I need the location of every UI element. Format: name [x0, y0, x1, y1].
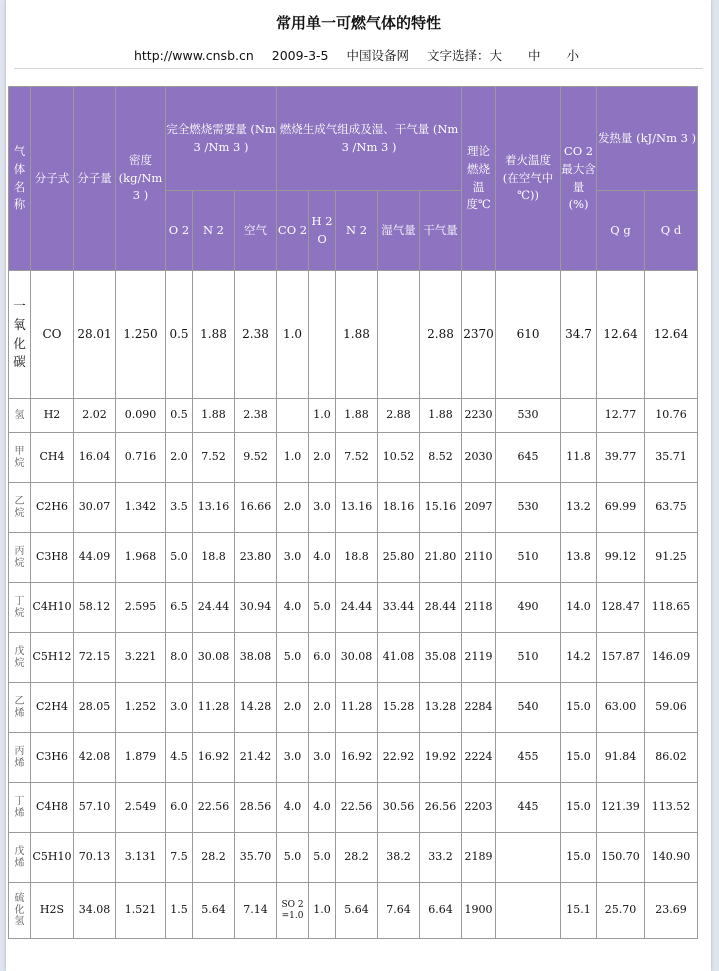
- publish-date: 2009-3-5: [271, 48, 329, 63]
- table-cell: 2110: [462, 533, 496, 583]
- table-cell: 10.76: [645, 399, 698, 433]
- table-cell: 30.08: [336, 633, 378, 683]
- table-cell: 13.2: [561, 483, 597, 533]
- table-cell: 69.99: [597, 483, 645, 533]
- font-size-medium-link[interactable]: 中: [528, 48, 541, 63]
- font-size-small-link[interactable]: 小: [566, 48, 580, 63]
- table-cell: 1900: [462, 883, 496, 939]
- table-cell: 2203: [462, 783, 496, 833]
- page-title: 常用单一可燃气体的特性: [275, 14, 441, 32]
- table-cell: 3.0: [277, 533, 309, 583]
- table-cell: 15.1: [561, 883, 597, 939]
- table-cell: 91.25: [645, 533, 698, 583]
- table-cell: 1.5: [166, 883, 193, 939]
- table-cell: 128.47: [597, 583, 645, 633]
- gas-name-cell: 硫化氢: [9, 883, 31, 939]
- table-cell: 13.8: [561, 533, 597, 583]
- table-cell: 44.09: [74, 533, 116, 583]
- table-cell: 12.64: [597, 271, 645, 399]
- col-qg: Q g: [597, 191, 645, 271]
- header-row: [9, 87, 698, 191]
- table-cell: 14.28: [235, 683, 277, 733]
- col-density: 密度 (kg/Nm 3 ): [116, 87, 166, 271]
- table-cell: 30.08: [193, 633, 235, 683]
- table-row: [9, 433, 698, 483]
- table-cell: 6.64: [420, 883, 462, 939]
- table-cell: 490: [496, 583, 561, 633]
- table-cell: 0.090: [116, 399, 166, 433]
- gas-name-cell: 氢: [9, 399, 31, 433]
- col-dry-gas: 干气量: [420, 191, 462, 271]
- table-cell: C5H10: [31, 833, 74, 883]
- table-cell: 18.8: [193, 533, 235, 583]
- table-cell: 530: [496, 483, 561, 533]
- table-cell: 610: [496, 271, 561, 399]
- gas-name-cell: 丁烯: [9, 783, 31, 833]
- col-theory-temp: 理论燃烧温度℃: [462, 87, 496, 271]
- table-cell: 6.0: [166, 783, 193, 833]
- table-cell: 118.65: [645, 583, 698, 633]
- table-cell: 2.38: [235, 271, 277, 399]
- table-cell: H2: [31, 399, 74, 433]
- gas-name-cell: 乙烷: [9, 483, 31, 533]
- table-cell: 4.0: [309, 533, 336, 583]
- table-cell: 510: [496, 633, 561, 683]
- table-cell: 540: [496, 683, 561, 733]
- table-row: [9, 271, 698, 399]
- table-cell: 2.0: [309, 683, 336, 733]
- table-cell: 34.7: [561, 271, 597, 399]
- table-cell: 455: [496, 733, 561, 783]
- table-row: [9, 533, 698, 583]
- table-cell: 2230: [462, 399, 496, 433]
- table-cell: CO: [31, 271, 74, 399]
- table-cell: 59.06: [645, 683, 698, 733]
- gas-name-cell: 一氧化碳: [9, 271, 31, 399]
- col-ignition-temp: 着火温度 (在空气中 ℃)): [496, 87, 561, 271]
- table-cell: 24.44: [193, 583, 235, 633]
- table-cell: 0.5: [166, 271, 193, 399]
- table-cell: 2.02: [74, 399, 116, 433]
- table-cell: 26.56: [420, 783, 462, 833]
- table-cell: 146.09: [645, 633, 698, 683]
- col-h2o: H 2 O: [309, 191, 336, 271]
- table-cell: 1.0: [277, 271, 309, 399]
- table-cell: 1.879: [116, 733, 166, 783]
- table-cell: 23.69: [645, 883, 698, 939]
- table-cell: 5.0: [277, 633, 309, 683]
- table-cell: 3.0: [166, 683, 193, 733]
- table-cell: 13.16: [336, 483, 378, 533]
- table-cell: C5H12: [31, 633, 74, 683]
- table-cell: 7.52: [336, 433, 378, 483]
- table-cell: 150.70: [597, 833, 645, 883]
- table-cell: 11.8: [561, 433, 597, 483]
- table-cell: 72.15: [74, 633, 116, 683]
- table-cell: 14.2: [561, 633, 597, 683]
- table-cell: 70.13: [74, 833, 116, 883]
- table-cell: 30.56: [378, 783, 420, 833]
- table-body: [9, 271, 698, 939]
- table-cell: 28.2: [336, 833, 378, 883]
- table-cell: 99.12: [597, 533, 645, 583]
- table-cell: 15.0: [561, 833, 597, 883]
- table-cell: 5.0: [309, 583, 336, 633]
- table-cell: 12.77: [597, 399, 645, 433]
- table-cell: H2S: [31, 883, 74, 939]
- table-cell: C4H8: [31, 783, 74, 833]
- table-cell: 13.28: [420, 683, 462, 733]
- table-cell: 2119: [462, 633, 496, 683]
- table-cell: 30.94: [235, 583, 277, 633]
- gas-name-cell: 丙烯: [9, 733, 31, 783]
- table-cell: 530: [496, 399, 561, 433]
- table-cell: 38.2: [378, 833, 420, 883]
- col-wet-gas: 湿气量: [378, 191, 420, 271]
- table-cell: 1.0: [309, 399, 336, 433]
- table-cell: 2.88: [378, 399, 420, 433]
- table-cell: 4.0: [309, 783, 336, 833]
- table-cell: 6.0: [309, 633, 336, 683]
- table-cell: 1.521: [116, 883, 166, 939]
- table-row: [9, 583, 698, 633]
- table-cell: 23.80: [235, 533, 277, 583]
- table-cell: 13.16: [193, 483, 235, 533]
- table-cell: 42.08: [74, 733, 116, 783]
- table-cell: 3.221: [116, 633, 166, 683]
- table-cell: 16.66: [235, 483, 277, 533]
- col-full-combustion: 完全燃烧需要量 (Nm 3 /Nm 3 ): [166, 87, 277, 191]
- table-cell: 63.75: [645, 483, 698, 533]
- table-cell: 445: [496, 783, 561, 833]
- table-cell: 28.01: [74, 271, 116, 399]
- table-cell: 34.08: [74, 883, 116, 939]
- table-cell: 41.08: [378, 633, 420, 683]
- table-cell: CH4: [31, 433, 74, 483]
- table-cell: 15.0: [561, 683, 597, 733]
- table-cell: 2.0: [277, 483, 309, 533]
- table-cell: 33.44: [378, 583, 420, 633]
- gas-name-cell: 乙烯: [9, 683, 31, 733]
- table-cell: 1.0: [309, 883, 336, 939]
- table-row: [9, 633, 698, 683]
- table-cell: 1.88: [193, 271, 235, 399]
- table-cell: 3.0: [277, 733, 309, 783]
- table-row: [9, 399, 698, 433]
- table-cell: 5.64: [193, 883, 235, 939]
- table-cell: 2.0: [309, 433, 336, 483]
- table-cell: 39.77: [597, 433, 645, 483]
- table-cell: 7.64: [378, 883, 420, 939]
- table-cell: 16.92: [336, 733, 378, 783]
- table-cell: 7.52: [193, 433, 235, 483]
- table-cell: 91.84: [597, 733, 645, 783]
- divider: [14, 68, 703, 69]
- table-cell: 22.56: [336, 783, 378, 833]
- source-name: 中国设备网: [346, 48, 410, 63]
- table-cell: 1.88: [336, 399, 378, 433]
- table-cell: [561, 399, 597, 433]
- col-air: 空气: [235, 191, 277, 271]
- table-cell: 1.250: [116, 271, 166, 399]
- font-size-label: 文字选择：: [427, 48, 490, 63]
- table-cell: 21.42: [235, 733, 277, 783]
- table-row: [9, 783, 698, 833]
- table-cell: 0.716: [116, 433, 166, 483]
- table-cell: 15.0: [561, 733, 597, 783]
- table-cell: 2118: [462, 583, 496, 633]
- table-cell: 3.0: [309, 733, 336, 783]
- gas-name-cell: 丙烷: [9, 533, 31, 583]
- table-cell: 2097: [462, 483, 496, 533]
- table-cell: 7.5: [166, 833, 193, 883]
- table-cell: [277, 399, 309, 433]
- table-cell: 5.64: [336, 883, 378, 939]
- gas-properties-table: [8, 86, 698, 939]
- table-cell: 2.38: [235, 399, 277, 433]
- table-cell: 15.28: [378, 683, 420, 733]
- table-cell: 35.08: [420, 633, 462, 683]
- table-row: [9, 733, 698, 783]
- table-cell: [309, 271, 336, 399]
- col-qd: Q d: [645, 191, 698, 271]
- table-cell: 0.5: [166, 399, 193, 433]
- gas-name-cell: 甲烷: [9, 433, 31, 483]
- table-cell: 2.88: [420, 271, 462, 399]
- table-cell: 1.88: [193, 399, 235, 433]
- table-cell: 11.28: [193, 683, 235, 733]
- table-cell: 4.0: [277, 583, 309, 633]
- table-cell: 25.80: [378, 533, 420, 583]
- table-cell: 1.88: [336, 271, 378, 399]
- table-cell: 1.968: [116, 533, 166, 583]
- table-row: [9, 833, 698, 883]
- site-link[interactable]: http://www.cnsb.cn: [133, 48, 254, 63]
- table-cell: 11.28: [336, 683, 378, 733]
- table-cell: 4.0: [277, 783, 309, 833]
- table-cell: 645: [496, 433, 561, 483]
- col-gas-name: 气体名称: [9, 87, 31, 271]
- col-heat-value: 发热量 (kJ/Nm 3 ): [597, 87, 698, 191]
- table-cell: 30.07: [74, 483, 116, 533]
- table-cell: 63.00: [597, 683, 645, 733]
- table-cell: 22.92: [378, 733, 420, 783]
- gas-name-cell: 戊烷: [9, 633, 31, 683]
- col-formula: 分子式: [31, 87, 74, 271]
- col-co2: CO 2: [277, 191, 309, 271]
- table-cell: 18.8: [336, 533, 378, 583]
- col-o2: O 2: [166, 191, 193, 271]
- table-cell: 1.88: [420, 399, 462, 433]
- table-cell: 14.0: [561, 583, 597, 633]
- table-cell: 28.56: [235, 783, 277, 833]
- table-cell: 7.14: [235, 883, 277, 939]
- table-cell: 35.70: [235, 833, 277, 883]
- table-cell: 10.52: [378, 433, 420, 483]
- table-cell: 3.131: [116, 833, 166, 883]
- table-cell: 5.0: [309, 833, 336, 883]
- table-cell: 16.04: [74, 433, 116, 483]
- table-cell: [496, 883, 561, 939]
- table-cell: C3H6: [31, 733, 74, 783]
- col-mol-weight: 分子量: [74, 87, 116, 271]
- table-row: [9, 883, 698, 939]
- table-cell: SO 2 =1.0: [277, 883, 309, 939]
- table-cell: 113.52: [645, 783, 698, 833]
- table-cell: 2.0: [277, 683, 309, 733]
- table-cell: 6.5: [166, 583, 193, 633]
- table-cell: 157.87: [597, 633, 645, 683]
- table-cell: 25.70: [597, 883, 645, 939]
- table-cell: C2H4: [31, 683, 74, 733]
- table-cell: 1.342: [116, 483, 166, 533]
- table-cell: [378, 271, 420, 399]
- table-cell: 9.52: [235, 433, 277, 483]
- table-row: [9, 483, 698, 533]
- table-cell: 86.02: [645, 733, 698, 783]
- table-cell: 121.39: [597, 783, 645, 833]
- table-cell: 5.0: [166, 533, 193, 583]
- table-cell: 140.90: [645, 833, 698, 883]
- col-n2: N 2: [193, 191, 235, 271]
- table-cell: 24.44: [336, 583, 378, 633]
- table-cell: C3H8: [31, 533, 74, 583]
- table-cell: 58.12: [74, 583, 116, 633]
- table-cell: 510: [496, 533, 561, 583]
- table-cell: 15.16: [420, 483, 462, 533]
- table-cell: 28.44: [420, 583, 462, 633]
- table-cell: 33.2: [420, 833, 462, 883]
- table-cell: 1.252: [116, 683, 166, 733]
- table-cell: 8.0: [166, 633, 193, 683]
- table-cell: 16.92: [193, 733, 235, 783]
- table-cell: 21.80: [420, 533, 462, 583]
- table-cell: 2.549: [116, 783, 166, 833]
- gas-name-cell: 丁烷: [9, 583, 31, 633]
- col-n2-product: N 2: [336, 191, 378, 271]
- table-cell: 1.0: [277, 433, 309, 483]
- table-row: [9, 683, 698, 733]
- table-cell: 2.595: [116, 583, 166, 633]
- col-co2-max: CO 2 最大含量 (%): [561, 87, 597, 271]
- table-cell: 4.5: [166, 733, 193, 783]
- table-cell: 35.71: [645, 433, 698, 483]
- table-cell: 8.52: [420, 433, 462, 483]
- table-cell: 57.10: [74, 783, 116, 833]
- table-cell: 2284: [462, 683, 496, 733]
- col-products: 燃烧生成气组成及湿、干气量 (Nm 3 /Nm 3 ): [277, 87, 462, 191]
- table-cell: 19.92: [420, 733, 462, 783]
- table-cell: 2030: [462, 433, 496, 483]
- table-cell: 38.08: [235, 633, 277, 683]
- table-cell: 18.16: [378, 483, 420, 533]
- table-cell: 12.64: [645, 271, 698, 399]
- meta-line: [6, 46, 711, 64]
- table-cell: C2H6: [31, 483, 74, 533]
- table-cell: 3.5: [166, 483, 193, 533]
- table-cell: C4H10: [31, 583, 74, 633]
- font-size-large-link[interactable]: 大: [489, 48, 503, 63]
- table-cell: 15.0: [561, 783, 597, 833]
- table-cell: 5.0: [277, 833, 309, 883]
- table-cell: [496, 833, 561, 883]
- table-cell: 2.0: [166, 433, 193, 483]
- table-cell: 28.05: [74, 683, 116, 733]
- table-cell: 28.2: [193, 833, 235, 883]
- table-cell: 3.0: [309, 483, 336, 533]
- table-cell: 22.56: [193, 783, 235, 833]
- table-cell: 2224: [462, 733, 496, 783]
- table-cell: 2370: [462, 271, 496, 399]
- gas-name-cell: 戊烯: [9, 833, 31, 883]
- table-cell: 2189: [462, 833, 496, 883]
